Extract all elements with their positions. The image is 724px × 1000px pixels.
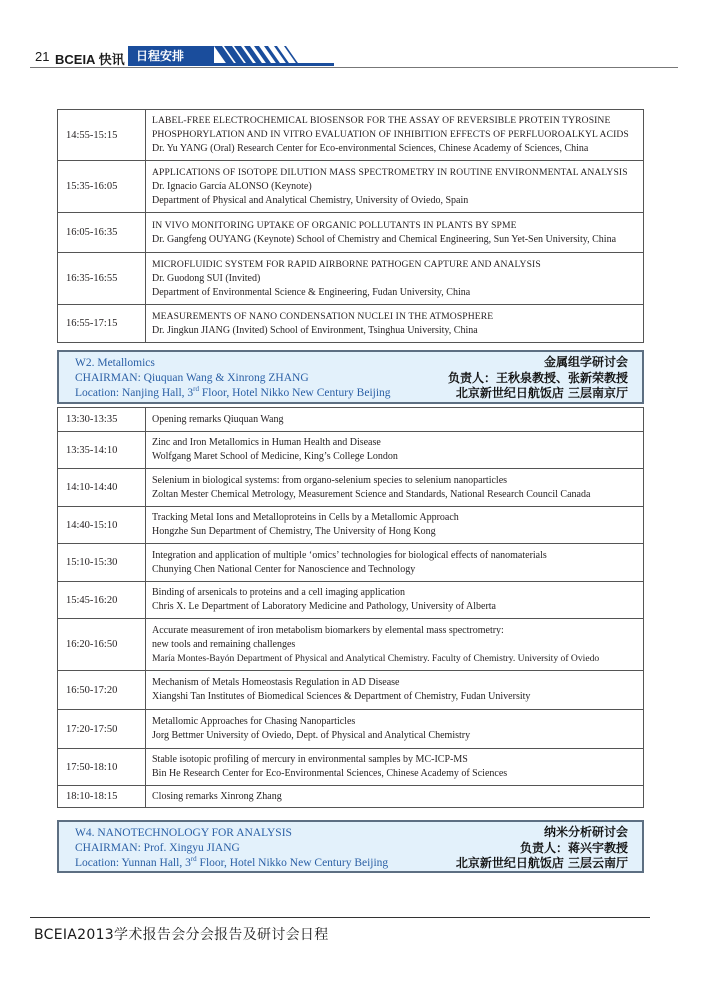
talk-cell <box>146 671 643 709</box>
table-row <box>58 581 643 618</box>
time-cell: 16:35-16:55 <box>58 253 146 304</box>
brand-title: BCEIA 快讯 <box>55 52 125 67</box>
speaker-affiliation: Chris X. Le Department of Laboratory Medicine and Pathology, University of Alberta <box>152 601 496 612</box>
w2-schedule-table <box>57 407 644 808</box>
table-row <box>58 304 643 342</box>
talk-cell <box>146 253 643 304</box>
talk-title: LABEL-FREE ELECTROCHEMICAL BIOSENSOR FOR THE ASSAY OF REVERSIBLE PROTEIN TYROSINE <box>152 115 611 126</box>
speaker-affiliation: Xiangshi Tan Institutes of Biomedical Sciences & Department of Chemistry, Fudan University <box>152 691 531 702</box>
page-header <box>30 46 678 68</box>
w2-session-header <box>57 350 644 404</box>
w4-session-header <box>57 820 644 873</box>
session-info-en <box>75 356 391 401</box>
talk-title-cont: PHOSPHORYLATION AND IN VITRO EVALUATION OF INHIBITION EFFECTS OF PERFLUOROALKYL ACIDS <box>152 129 629 140</box>
time-cell: 16:55-17:15 <box>58 305 146 342</box>
talk-cell <box>146 432 643 468</box>
affiliation: Department of Physical and Analytical Chemistry, University of Oviedo, Spain <box>152 194 469 206</box>
speaker-affiliation: Wolfgang Maret School of Medicine, King’s College London <box>152 451 398 462</box>
talk-title: MICROFLUIDIC SYSTEM FOR RAPID AIRBORNE PATHOGEN CAPTURE AND ANALYSIS <box>152 258 541 270</box>
talk-cell <box>146 749 643 785</box>
talk-title: Selenium in biological systems: from organo-selenium species to selenium nanoparticles <box>152 474 508 486</box>
talk-title-cont: new tools and remaining challenges <box>152 638 296 650</box>
talk-cell <box>146 213 643 252</box>
talk-cell <box>146 786 643 807</box>
session-chair-zh: 负责人：蒋兴宇教授 <box>519 840 628 855</box>
section-tab: 日程安排 <box>128 46 214 66</box>
talk-title: Metallomic Approaches for Chasing Nanoparticles <box>152 716 356 727</box>
session-chair-zh: 负责人：王秋泉教授、张新荣教授 <box>447 370 628 385</box>
time-cell: 17:20-17:50 <box>58 710 146 748</box>
session-schedule-table <box>57 109 644 343</box>
speaker-affiliation: Zoltan Mester Chemical Metrology, Measurement Science and Standards, National Research Council Canada <box>152 488 591 500</box>
time-cell: 14:40-15:10 <box>58 507 146 543</box>
speaker: Dr. Guodong SUI (Invited) <box>152 272 261 284</box>
table-row <box>58 160 643 212</box>
table-row <box>58 748 643 785</box>
talk-cell <box>146 408 643 431</box>
talk-title: Binding of arsenicals to proteins and a cell imaging application <box>152 587 405 598</box>
speaker-affiliation: María Montes-Bayón Department of Physical and Analytical Chemistry. Faculty of Chemistry. University of Oviedo <box>152 652 600 664</box>
session-title-zh: 金属组学研讨会 <box>543 355 628 369</box>
talk-title: Stable isotopic profiling of mercury in environmental samples by MC-ICP-MS <box>152 754 468 765</box>
table-row <box>58 431 643 468</box>
speaker-affiliation: Dr. Gangfeng OUYANG (Keynote) School of Chemistry and Chemical Engineering, Sun Yet-Sen University, China <box>152 233 617 245</box>
talk-title: IN VIVO MONITORING UPTAKE OF ORGANIC POLLUTANTS IN PLANTS BY SPME <box>152 219 517 231</box>
talk-cell <box>146 710 643 748</box>
footer-rule <box>30 917 650 918</box>
session-location-zh: 北京新世纪日航饭店 三层云南厅 <box>455 856 628 870</box>
speaker-affiliation: Dr. Jingkun JIANG (Invited) School of Environment, Tsinghua University, China <box>152 324 478 336</box>
talk-cell <box>146 544 643 581</box>
page-number: 21 <box>35 49 50 64</box>
time-cell: 16:50-17:20 <box>58 671 146 709</box>
table-row <box>58 785 643 807</box>
table-row <box>58 670 643 709</box>
speaker-affiliation: Chunying Chen National Center for Nanoscience and Technology <box>152 563 416 575</box>
table-row <box>58 618 643 670</box>
talk-title: Closing remarks Xinrong Zhang <box>152 790 282 802</box>
session-chairman: CHAIRMAN: Prof. Xingyu JIANG <box>75 842 240 854</box>
session-info-zh <box>456 825 628 872</box>
talk-cell <box>146 110 643 160</box>
table-row <box>58 252 643 304</box>
time-cell: 15:35-16:05 <box>58 161 146 212</box>
time-cell: 13:30-13:35 <box>58 408 146 431</box>
time-cell: 15:10-15:30 <box>58 544 146 581</box>
talk-cell <box>146 469 643 506</box>
talk-title: Mechanism of Metals Homeostasis Regulation in AD Disease <box>152 677 400 688</box>
session-title-zh: 纳米分析研讨会 <box>543 825 628 839</box>
time-cell: 15:45-16:20 <box>58 582 146 618</box>
affiliation: Department of Environmental Science & Engineering, Fudan University, China <box>152 286 471 298</box>
talk-title: Tracking Metal Ions and Metalloproteins in Cells by a Metallomic Approach <box>152 512 459 523</box>
time-cell: 18:10-18:15 <box>58 786 146 807</box>
talk-cell <box>146 507 643 543</box>
table-row <box>58 709 643 748</box>
table-row <box>58 408 643 431</box>
talk-title: Accurate measurement of iron metabolism biomarkers by elemental mass spectrometry: <box>152 624 504 636</box>
table-row <box>58 543 643 581</box>
session-info-zh <box>448 355 628 402</box>
speaker-affiliation: Bin He Research Center for Eco-Environmental Sciences, Chinese Academy of Sciences <box>152 768 508 779</box>
talk-title: MEASUREMENTS OF NANO CONDENSATION NUCLEI IN THE ATMOSPHERE <box>152 310 494 322</box>
speaker-affiliation: Hongzhe Sun Department of Chemistry, The University of Hong Kong <box>152 526 436 537</box>
session-title: W2. Metallomics <box>75 357 155 369</box>
talk-title: APPLICATIONS OF ISOTOPE DILUTION MASS SPECTROMETRY IN ROUTINE ENVIRONMENTAL ANALYSIS <box>152 166 628 178</box>
session-chairman: CHAIRMAN: Qiuquan Wang & Xinrong ZHANG <box>75 372 309 384</box>
talk-title: Integration and application of multiple ‘omics’ technologies for biological effects of nanomaterials <box>152 549 547 561</box>
speaker-affiliation: Jorg Bettmer University of Oviedo, Dept. of Physical and Analytical Chemistry <box>152 730 471 741</box>
table-row <box>58 212 643 252</box>
header-rule <box>30 67 678 68</box>
speaker-affiliation: Dr. Yu YANG (Oral) Research Center for Eco-environmental Sciences, Chinese Academy of Sciences, China <box>152 143 589 154</box>
talk-cell <box>146 582 643 618</box>
session-location: Location: Nanjing Hall, 3rd Floor, Hotel Nikko New Century Beijing <box>75 385 391 399</box>
session-location-zh: 北京新世纪日航饭店 三层南京厅 <box>455 386 628 400</box>
session-location: Location: Yunnan Hall, 3rd Floor, Hotel Nikko New Century Beijing <box>75 855 389 869</box>
table-row <box>58 506 643 543</box>
time-cell: 14:10-14:40 <box>58 469 146 506</box>
talk-cell <box>146 305 643 342</box>
footer-title: BCEIA2013学术报告会分会报告及研讨会日程 <box>34 927 329 943</box>
session-title: W4. NANOTECHNOLOGY FOR ANALYSIS <box>75 827 292 839</box>
talk-title: Opening remarks Qiuquan Wang <box>152 413 284 425</box>
time-cell: 16:20-16:50 <box>58 619 146 670</box>
time-cell: 16:05-16:35 <box>58 213 146 252</box>
talk-title: Zinc and Iron Metallomics in Human Health and Disease <box>152 437 381 448</box>
time-cell: 14:55-15:15 <box>58 110 146 160</box>
session-info-en <box>75 826 388 871</box>
time-cell: 17:50-18:10 <box>58 749 146 785</box>
decorative-stripes-icon <box>214 46 334 66</box>
time-cell: 13:35-14:10 <box>58 432 146 468</box>
speaker: Dr. Ignacio García ALONSO (Keynote) <box>152 180 312 192</box>
table-row <box>58 468 643 506</box>
talk-cell <box>146 619 643 670</box>
talk-cell <box>146 161 643 212</box>
table-row <box>58 110 643 160</box>
